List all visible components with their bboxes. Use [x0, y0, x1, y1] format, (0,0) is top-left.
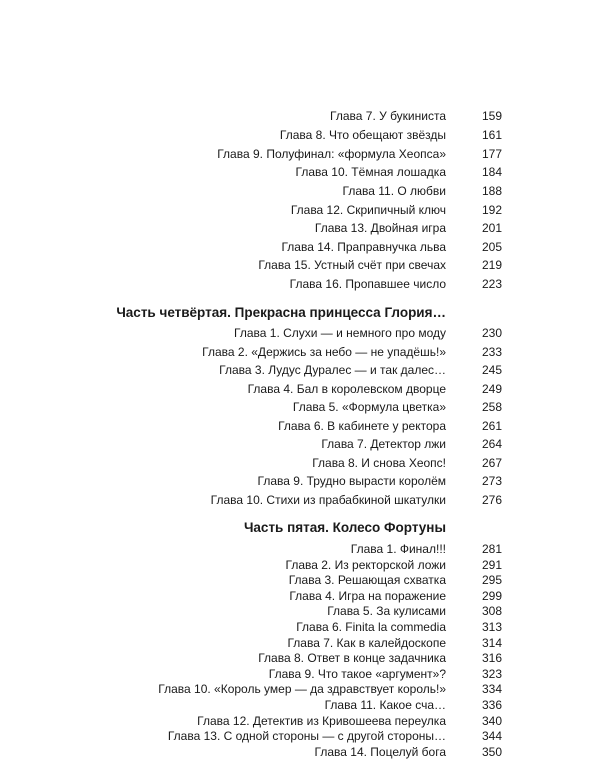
page-number: 273 [481, 474, 502, 488]
toc-entry [0, 557, 600, 574]
part-heading: Часть четвёртая. Прекрасна принцесса Глория… [116, 305, 446, 320]
toc-entry [0, 418, 600, 435]
chapter-title: Глава 7. У букиниста [330, 109, 446, 123]
chapter-title: Глава 10. «Король умер — да здравствует король!» [158, 682, 446, 697]
toc-entry [0, 146, 600, 163]
toc-entry [0, 744, 600, 761]
toc-entry [0, 220, 600, 237]
chapter-title: Глава 8. И снова Хеопс! [312, 456, 446, 470]
toc-entry [0, 164, 600, 181]
toc-entry [0, 666, 600, 683]
toc-entry [0, 728, 600, 745]
page-number: 264 [481, 437, 502, 451]
page-number: 276 [481, 493, 502, 507]
chapter-title: Глава 15. Устный счёт при свечах [258, 258, 446, 272]
toc-entry [0, 183, 600, 200]
toc-entry [0, 127, 600, 144]
toc-entry [0, 588, 600, 605]
page-number: 230 [481, 326, 502, 340]
chapter-title: Глава 13. Двойная игра [314, 221, 446, 235]
chapter-title: Глава 5. «Формула цветка» [292, 400, 446, 414]
chapter-title: Глава 13. С одной стороны — с другой стороны… [167, 729, 446, 744]
chapter-title: Глава 9. Что такое «аргумент»? [268, 666, 446, 681]
page-number: 334 [481, 682, 502, 697]
chapter-title: Глава 8. Что обещают звёзды [279, 128, 446, 142]
chapter-title: Глава 10. Тёмная лошадка [295, 165, 446, 179]
toc-entry [0, 239, 600, 256]
toc-entry [0, 108, 600, 125]
toc-entry [0, 572, 600, 589]
chapter-title: Глава 14. Праправнучка льва [281, 240, 446, 254]
page-number: 205 [481, 240, 502, 254]
page-number: 299 [481, 588, 502, 603]
chapter-title: Глава 7. Детектор лжи [321, 437, 446, 451]
chapter-title: Глава 12. Скрипичный ключ [290, 203, 446, 217]
chapter-title: Глава 10. Стихи из прабабкиной шкатулки [210, 493, 446, 507]
toc-entry [0, 455, 600, 472]
chapter-title: Глава 2. Из ректорской ложи [285, 557, 446, 572]
chapter-title: Глава 2. «Держись за небо — не упадёшь!» [202, 345, 446, 359]
toc-entry [0, 603, 600, 620]
toc-entry [0, 619, 600, 636]
page-number: 258 [481, 400, 502, 414]
page-number: 192 [481, 203, 502, 217]
chapter-title: Глава 3. Лудус Дуралес — и так далес… [219, 363, 446, 377]
chapter-title: Глава 4. Игра на поражение [289, 588, 446, 603]
toc-entry [0, 635, 600, 652]
page-number: 261 [481, 419, 502, 433]
page-number: 188 [481, 184, 502, 198]
chapter-title: Глава 11. О любви [342, 184, 446, 198]
page-number: 336 [481, 698, 502, 712]
part-heading: Часть пятая. Колесо Фортуны [243, 520, 446, 535]
chapter-title: Глава 5. За кулисами [327, 604, 446, 619]
toc-entry [0, 713, 600, 730]
toc-entry [0, 276, 600, 293]
chapter-title: Глава 3. Решающая схватка [288, 573, 446, 588]
chapter-title: Глава 8. Ответ в конце задачника [258, 651, 446, 666]
page-number: 245 [481, 363, 502, 377]
chapter-title: Глава 9. Трудно вырасти королём [257, 474, 446, 488]
toc-entry [0, 697, 600, 714]
chapter-title: Глава 6. Finita la commedia [296, 620, 446, 634]
toc-entry [0, 650, 600, 667]
chapter-title: Глава 9. Полуфинал: «формула Хеопса» [217, 147, 446, 161]
chapter-title: Глава 14. Поцелуй бога [314, 744, 446, 759]
page-number: 267 [481, 456, 502, 470]
page-number: 350 [481, 744, 502, 759]
page-number: 161 [481, 128, 502, 142]
page-number: 223 [481, 277, 502, 291]
chapter-title: Глава 4. Бал в королевском дворце [247, 382, 446, 396]
page-number: 295 [481, 573, 502, 588]
toc-entry [0, 325, 600, 342]
chapter-title: Глава 12. Детектив из Кривошеева переулка [197, 713, 446, 728]
page-number: 344 [481, 729, 502, 744]
toc-entry [0, 492, 600, 509]
chapter-title: Глава 16. Пропавшее число [289, 277, 446, 291]
page-number: 316 [481, 651, 502, 666]
page-number: 314 [481, 635, 502, 650]
toc-entry [0, 381, 600, 398]
toc-entry [0, 399, 600, 416]
toc-entry [0, 362, 600, 379]
page-number: 323 [481, 666, 502, 681]
toc-entry [0, 473, 600, 490]
page-number: 308 [481, 604, 502, 619]
page-number: 184 [481, 165, 502, 179]
page-number: 177 [481, 147, 502, 161]
chapter-title: Глава 6. В кабинете у ректора [278, 419, 446, 433]
page-number: 219 [481, 258, 502, 272]
page-number: 291 [481, 557, 502, 572]
page-number: 340 [481, 713, 502, 728]
toc-entry [0, 344, 600, 361]
chapter-title: Глава 1. Финал!!! [350, 542, 446, 556]
page-number: 233 [481, 345, 502, 359]
page-number: 281 [481, 542, 502, 556]
page-number: 249 [481, 382, 502, 396]
chapter-title: Глава 11. Какое сча… [324, 698, 446, 712]
page-number: 313 [481, 620, 502, 634]
toc-entry [0, 257, 600, 274]
toc-entry [0, 681, 600, 698]
toc-entry [0, 436, 600, 453]
toc-entry [0, 202, 600, 219]
page-number: 159 [481, 109, 502, 123]
chapter-title: Глава 7. Как в калейдоскопе [287, 635, 446, 650]
toc-entry [0, 541, 600, 558]
page-number: 201 [481, 221, 502, 235]
chapter-title: Глава 1. Слухи — и немного про моду [234, 326, 446, 340]
